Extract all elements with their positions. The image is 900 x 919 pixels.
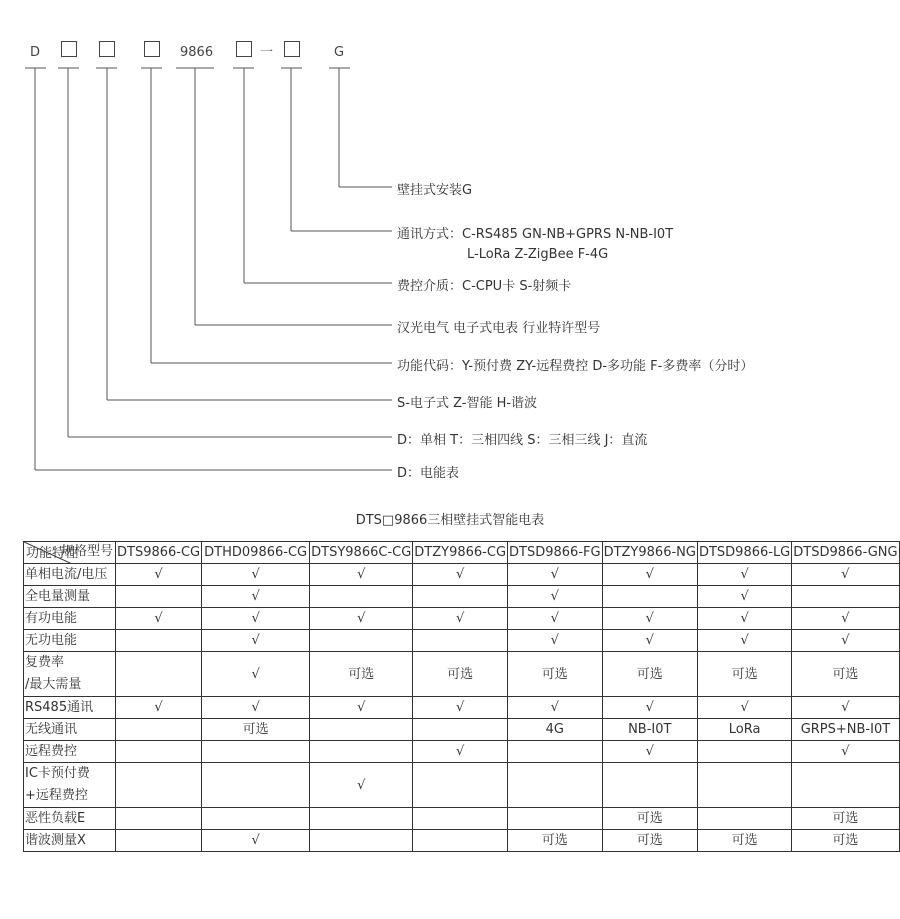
value-cell (602, 586, 697, 608)
value-cell: √ (792, 608, 899, 630)
value-cell: √ (602, 741, 697, 763)
value-cell: √ (697, 586, 791, 608)
code-placeholder-box-1 (61, 41, 77, 57)
legend-energy-meter: D：电能表 (397, 466, 460, 481)
table-row (24, 630, 900, 652)
value-cell: 可选 (602, 652, 697, 697)
value-cell (116, 630, 202, 652)
value-cell (310, 741, 413, 763)
table-row (24, 741, 900, 763)
value-cell (792, 763, 899, 808)
feature-cell (24, 630, 116, 652)
value-cell (413, 586, 508, 608)
value-cell (508, 763, 603, 808)
value-cell (310, 808, 413, 830)
value-cell: 可选 (508, 830, 603, 852)
value-cell: √ (310, 763, 413, 808)
value-cell: √ (792, 630, 899, 652)
value-cell (413, 808, 508, 830)
model-header: DTZY9866-CG (413, 542, 508, 564)
value-cell: 可选 (602, 830, 697, 852)
feature-cell (24, 586, 116, 608)
feature-label: +远程费控 (25, 788, 88, 803)
value-cell: √ (792, 564, 899, 586)
feature-label: 单相电流/电压 (25, 567, 108, 582)
value-cell: √ (202, 630, 310, 652)
corner-label-feature: 功能特性 (26, 546, 79, 561)
value-cell: √ (116, 608, 202, 630)
value-cell (792, 586, 899, 608)
feature-cell (24, 564, 116, 586)
value-cell (116, 586, 202, 608)
value-cell (116, 741, 202, 763)
value-cell: √ (697, 564, 791, 586)
feature-label: 有功电能 (25, 611, 78, 626)
code-letter-d: D (30, 45, 41, 60)
value-cell: √ (413, 608, 508, 630)
feature-label: 复费率 (25, 655, 65, 670)
value-cell (116, 830, 202, 852)
feature-cell (24, 697, 116, 719)
value-cell (508, 808, 603, 830)
value-cell (508, 741, 603, 763)
value-cell (116, 719, 202, 741)
legend-function-code: 功能代码：Y-预付费 ZY-远程费控 D-多功能 F-多费率（分时） (397, 359, 754, 374)
value-cell: √ (508, 564, 603, 586)
value-cell: √ (413, 697, 508, 719)
value-cell: √ (202, 608, 310, 630)
value-cell (310, 830, 413, 852)
value-cell: NB-I0T (602, 719, 697, 741)
model-header: DTHD09866-CG (202, 542, 310, 564)
value-cell (697, 808, 791, 830)
value-cell (116, 808, 202, 830)
code-number: 9866 (180, 45, 214, 60)
feature-cell (24, 719, 116, 741)
value-cell: 可选 (413, 652, 508, 697)
value-cell (413, 719, 508, 741)
value-cell (413, 763, 508, 808)
value-cell (310, 586, 413, 608)
value-cell: GRPS+NB-I0T (792, 719, 899, 741)
model-header: DTSD9866-GNG (792, 542, 899, 564)
value-cell: 可选 (697, 652, 791, 697)
table-row (24, 808, 900, 830)
feature-cell (24, 608, 116, 630)
value-cell: √ (116, 697, 202, 719)
model-header: DTSY9866C-CG (310, 542, 413, 564)
code-placeholder-box-2 (99, 41, 115, 57)
feature-cell (24, 763, 116, 808)
value-cell (310, 719, 413, 741)
value-cell (602, 763, 697, 808)
feature-label: 谐波测量X (25, 833, 86, 848)
value-cell: 可选 (602, 808, 697, 830)
value-cell: √ (602, 608, 697, 630)
table-row (24, 608, 900, 630)
value-cell: 可选 (202, 719, 310, 741)
legend-mounting: 壁挂式安装G (397, 183, 473, 198)
value-cell (202, 763, 310, 808)
value-cell: √ (792, 697, 899, 719)
table-row (24, 586, 900, 608)
code-placeholder-box-4 (236, 41, 252, 57)
value-cell: 可选 (508, 652, 603, 697)
table-row (24, 564, 900, 586)
feature-label: 远程费控 (25, 744, 78, 759)
value-cell: √ (697, 608, 791, 630)
value-cell: 可选 (310, 652, 413, 697)
feature-label: 无功电能 (25, 633, 78, 648)
table-corner-cell (24, 542, 116, 564)
code-letter-g: G (334, 45, 345, 60)
model-header: DTSD9866-FG (508, 542, 603, 564)
value-cell (413, 830, 508, 852)
table-row (24, 652, 900, 697)
value-cell: √ (602, 630, 697, 652)
feature-label: IC卡预付费 (25, 766, 90, 781)
table-row (24, 830, 900, 852)
model-header: DTZY9866-NG (602, 542, 697, 564)
value-cell: √ (508, 586, 603, 608)
value-cell: √ (116, 564, 202, 586)
value-cell: 可选 (697, 830, 791, 852)
value-cell: √ (697, 630, 791, 652)
legend-fee-medium: 费控介质：C-CPU卡 S-射频卡 (397, 279, 572, 294)
legend-communication-line2: L-LoRa Z-ZigBee F-4G (467, 247, 609, 262)
code-placeholder-box-5 (284, 41, 300, 57)
value-cell: √ (310, 608, 413, 630)
value-cell: √ (508, 630, 603, 652)
table-row (24, 719, 900, 741)
model-header: DTS9866-CG (116, 542, 202, 564)
corner-label-spec: 规格型号 (60, 544, 113, 559)
value-cell: LoRa (697, 719, 791, 741)
feature-cell (24, 652, 116, 697)
legend-meter-type: S-电子式 Z-智能 H-谐波 (397, 396, 538, 411)
feature-label: RS485通讯 (25, 700, 94, 715)
feature-label: 无线通讯 (25, 722, 78, 737)
code-placeholder-box-3 (144, 41, 160, 57)
legend-communication: 通讯方式：C-RS485 GN-NB+GPRS N-NB-I0T (397, 227, 674, 242)
value-cell (697, 741, 791, 763)
code-separator: 一 (260, 45, 274, 60)
value-cell (116, 763, 202, 808)
value-cell (697, 763, 791, 808)
value-cell: 4G (508, 719, 603, 741)
value-cell (413, 630, 508, 652)
value-cell: √ (413, 741, 508, 763)
value-cell: √ (202, 652, 310, 697)
table-row (24, 697, 900, 719)
value-cell: √ (310, 564, 413, 586)
table-row (24, 763, 900, 808)
feature-cell (24, 808, 116, 830)
value-cell: √ (310, 697, 413, 719)
value-cell: √ (202, 830, 310, 852)
feature-label: /最大需量 (25, 677, 82, 692)
value-cell (202, 808, 310, 830)
value-cell: √ (508, 697, 603, 719)
value-cell: 可选 (792, 830, 899, 852)
feature-label: 全电量测量 (25, 589, 91, 604)
feature-cell (24, 830, 116, 852)
value-cell: 可选 (792, 808, 899, 830)
value-cell (310, 630, 413, 652)
value-cell: √ (202, 564, 310, 586)
value-cell: √ (602, 697, 697, 719)
value-cell (202, 741, 310, 763)
value-cell: √ (202, 586, 310, 608)
feature-label: 恶性负载E (25, 811, 86, 826)
legend-phase-type: D：单相 T：三相四线 S：三相三线 J：直流 (397, 433, 648, 448)
value-cell: √ (792, 741, 899, 763)
value-cell: 可选 (792, 652, 899, 697)
value-cell (116, 652, 202, 697)
table-header-row (24, 542, 900, 564)
value-cell: √ (413, 564, 508, 586)
value-cell: √ (602, 564, 697, 586)
feature-cell (24, 741, 116, 763)
legend-brand-model: 汉光电气 电子式电表 行业特许型号 (397, 321, 601, 336)
value-cell: √ (202, 697, 310, 719)
model-header: DTSD9866-LG (697, 542, 791, 564)
spec-table (23, 541, 900, 852)
table-title: DTS□9866三相壁挂式智能电表 (355, 513, 545, 528)
value-cell: √ (697, 697, 791, 719)
value-cell: √ (508, 608, 603, 630)
